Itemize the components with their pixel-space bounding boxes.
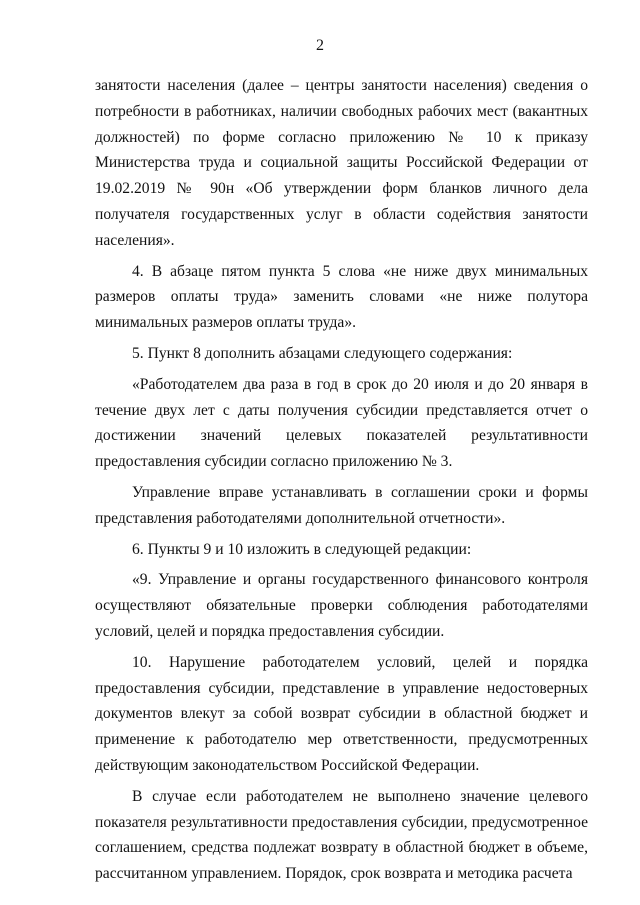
paragraph-item-9: «9. Управление и органы государственного финансового контроля осуществляют обязательные проверки соблюдения работодателями условий, целей и порядка предоставления субсидии. [95, 571, 588, 640]
paragraph-item-4: 4. В абзаце пятом пункта 5 слова «не ниже двух минимальных размеров оплаты труда» заменить словами «не ниже полутора минимальных размеров оплаты труда». [95, 262, 588, 332]
page-number: 2 [316, 37, 324, 54]
paragraph-item-5-quote-2: Управление вправе устанавливать в соглашении сроки и формы представления работодателями дополнительной отчетности». [95, 483, 588, 527]
paragraph-item-10: 10. Нарушение работодателем условий, целей и порядка предоставления субсидии, представление в управление недостоверных документов влекут за собой возврат субсидии в областной бюджет и применение к работодателю мер ответственности, предусмотренных действующим законодательством Российской Федерации. [95, 653, 588, 774]
paragraph-continuation: занятости населения (далее – центры занятости населения) сведения о потребности в работниках, наличии свободных рабочих мест (вакантных должностей) по форме согласно приложению № 10 к приказу Министерства труда и социальной защиты Российской Федерации от 19.02.2019 № 90н «Об утверждении форм бланков личного дела получателя государственных услуг в области содействия занятости населения». [95, 77, 588, 249]
paragraph-item-10-case: В случае если работодателем не выполнено значение целевого показателя результативности предоставления субсидии, предусмотренное соглашением, средства подлежат возврату в областной бюджет в объеме, рассчитанном управлением. Порядок, срок возврата и методика расчета [95, 787, 588, 883]
paragraph-item-6: 6. Пункты 9 и 10 изложить в следующей редакции: [132, 540, 472, 558]
paragraph-item-5-quote-1: «Работодателем два раза в год в срок до 20 июля и до 20 января в течение двух лет с даты получения субсидии представляется отчет о достижении значений целевых показателей результативности предоставления субсидии согласно приложению № 3. [95, 375, 588, 471]
document-body [95, 73, 588, 887]
paragraph-item-5: 5. Пункт 8 дополнить абзацами следующего содержания: [132, 344, 513, 362]
